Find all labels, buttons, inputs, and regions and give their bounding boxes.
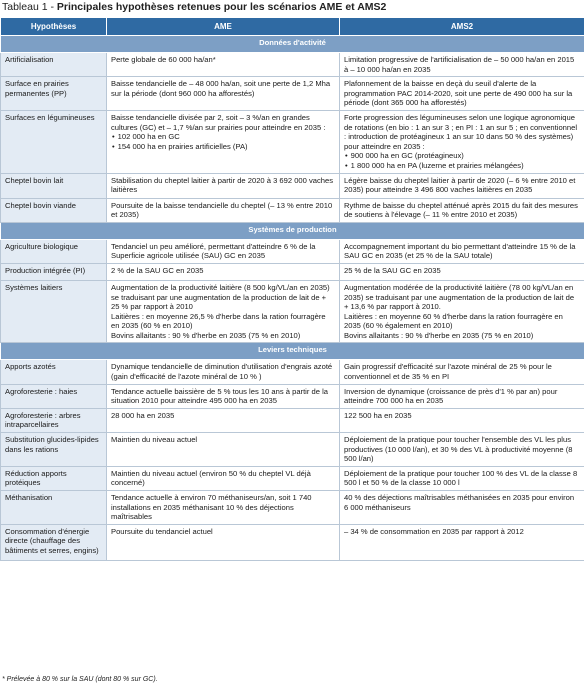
header-hypotheses: Hypothèses	[1, 18, 107, 36]
ams2-text: Limitation progressive de l'artificialisation de – 50 000 ha/an en 2015 à – 10 000 ha/an en 2035	[344, 55, 575, 74]
ams2-cell	[340, 491, 584, 525]
ams2-cell	[340, 263, 584, 280]
ame-cell	[107, 53, 340, 77]
ams2-cell	[340, 433, 584, 467]
ams2-cell	[340, 77, 584, 111]
ams2-text: Bovins allaitants : 90 % d'herbe en 2035 (75 % en 2010)	[344, 330, 534, 340]
ame-cell	[107, 433, 340, 467]
ams2-cell	[340, 110, 584, 173]
ams2-cell	[340, 239, 584, 263]
table-row	[1, 408, 584, 432]
ams2-text: 25 % de la SAU GC en 2035	[344, 265, 441, 275]
ame-cell	[107, 198, 340, 222]
table-row	[1, 53, 584, 77]
hypothesis-cell: Surfaces en légumineuses	[1, 110, 107, 173]
ame-text: Stabilisation du cheptel laitier à partir de 2020 à 3 692 000 vaches laitières	[111, 175, 334, 195]
hypothesis-cell: Substitution glucides-lipides dans les rations	[1, 433, 107, 467]
ame-text: Baisse tendancielle divisée par 2, soit – 3 %/an en grandes cultures (GC) et – 1,7 %/an sur prairies pour atteindre en 2035 :	[111, 112, 326, 132]
ams2-text: Rythme de baisse du cheptel atténué après 2015 du fait des mesures de soutiens à l'élevage (– 11 % entre 2010 et 2035)	[344, 200, 578, 220]
table-row	[1, 433, 584, 467]
hypothesis-cell: Production intégrée (PI)	[1, 263, 107, 280]
ams2-text: Légère baisse du cheptel laitier à partir de 2020 (– 6 % entre 2010 et 2035) pour atteindre 3 496 800 vaches laitières en 2035	[344, 175, 576, 195]
ame-text: Dynamique tendancielle de diminution d'utilisation d'engrais azoté (gain d'efficacité de l'azote minéral de 10 % )	[111, 362, 333, 382]
section-row	[1, 343, 584, 360]
table-row	[1, 110, 584, 173]
hypothesis-cell: Artificialisation	[1, 53, 107, 77]
ame-cell	[107, 110, 340, 173]
ame-text: Tendance actuelle à environ 70 méthaniseurs/an, soit 1 740 installations en 2035 méthanisant 10 % des déjections maîtrisables	[111, 493, 312, 522]
hypothesis-cell: Cheptel bovin viande	[1, 198, 107, 222]
ams2-text: Forte progression des légumineuses selon une logique agronomique de rotations (en bio : 1 an sur 3 ; en PI : 1 an sur 5 ; en conventionnel : introduction de protéagineux 1 an sur 10 dans 50 % des systèmes) pour atteindre en 2035 :	[344, 112, 578, 151]
ame-cell	[107, 173, 340, 198]
section-row	[1, 36, 584, 53]
ame-cell	[107, 263, 340, 280]
hypotheses-table	[0, 17, 584, 561]
ame-text: 2 % de la SAU GC en 2035	[111, 265, 204, 275]
hypothesis-cell: Réduction apports protéiques	[1, 466, 107, 490]
ame-cell	[107, 408, 340, 432]
list-item: • 1 800 000 ha en PA (luzerne et prairies mélangées)	[352, 161, 580, 171]
list-item: • 900 000 ha en GC (protéagineux)	[352, 151, 580, 161]
section-title: Données d'activité	[1, 36, 584, 53]
list-item: • 102 000 ha en GC	[119, 132, 335, 142]
ams2-text: 122 500 ha en 2035	[344, 410, 412, 420]
ame-text: Bovins allaitants : 90 % d'herbe en 2035 (75 % en 2010)	[111, 330, 301, 340]
table-row	[1, 77, 584, 111]
ams2-text: – 34 % de consommation en 2035 par rapport à 2012	[344, 526, 524, 536]
table-row	[1, 491, 584, 525]
ame-cell	[107, 524, 340, 560]
hypothesis-cell: Apports azotés	[1, 360, 107, 384]
section-title: Leviers techniques	[1, 343, 584, 360]
table-row	[1, 263, 584, 280]
ams2-cell	[340, 280, 584, 343]
ams2-text: Inversion de dynamique (croissance de près d'1 % par an) pour atteindre 700 000 ha en 2035	[344, 386, 558, 406]
ame-text: Maintien du niveau actuel	[111, 435, 198, 445]
ame-text: Maintien du niveau actuel (environ 50 % du cheptel VL déjà concerné)	[111, 468, 311, 488]
ame-cell	[107, 77, 340, 111]
table-row	[1, 466, 584, 490]
hypothesis-cell: Consommation d'énergie directe (chauffage des bâtiments et serres, engins)	[1, 524, 107, 560]
ame-cell	[107, 384, 340, 408]
table-row	[1, 239, 584, 263]
ams2-text: Plafonnement de la baisse en deçà du seuil d'alerte de la programmation PAC 2014-2020, soit une perte de 490 000 ha sur la période (dont 365 000 ha afforestés)	[344, 79, 573, 108]
header-ame: AME	[107, 18, 340, 36]
ame-text: Tendance actuelle baissière de 5 % tous les 10 ans à partir de la situation 2010 pour atteindre 495 000 ha en 2035	[111, 386, 328, 406]
ams2-list	[344, 151, 580, 170]
hypothesis-cell: Cheptel bovin lait	[1, 173, 107, 198]
ams2-cell	[340, 360, 584, 384]
ams2-cell	[340, 53, 584, 77]
table-title-main: Principales hypothèses retenues pour les scénarios AME et AMS2	[56, 1, 387, 13]
ame-text: 28 000 ha en 2035	[111, 410, 175, 420]
ams2-text: Déploiement de la pratique pour toucher l'ensemble des VL les plus productives (10 000 l/an), et 30 % des VL à productivité moyenne (8 500 l/an)	[344, 435, 573, 464]
hypothesis-cell: Méthanisation	[1, 491, 107, 525]
ams2-cell	[340, 408, 584, 432]
ams2-text: 40 % des déjections maîtrisables méthanisées en 2035 pour environ 6 000 méthaniseurs	[344, 493, 575, 512]
table-row	[1, 280, 584, 343]
section-title: Systèmes de production	[1, 222, 584, 239]
ame-cell	[107, 360, 340, 384]
list-item: • 154 000 ha en prairies artificielles (PA)	[119, 142, 335, 152]
ame-text: Augmentation de la productivité laitière (8 500 kg/VL/an en 2035) se traduisant par une augmentation de la production de lait de + 25 % par rapport à 2010	[111, 282, 330, 312]
ams2-cell	[340, 384, 584, 408]
table-title	[2, 1, 386, 13]
hypothesis-cell: Surface en prairies permanentes (PP)	[1, 77, 107, 111]
hypothesis-cell: Agroforesterie : arbres intraparcellaires	[1, 408, 107, 432]
ame-text: Laitières : en moyenne 26,5 % d'herbe dans la ration fourragère en 2035 (60 % en 2010)	[111, 311, 326, 331]
ams2-text: Accompagnement important du bio permettant d'atteindre 15 % de la SAU GC en 2035 (et 25 % de la SAU totale)	[344, 241, 576, 261]
ame-cell	[107, 466, 340, 490]
ame-text: Perte globale de 60 000 ha/an*	[111, 55, 216, 64]
ams2-cell	[340, 198, 584, 222]
hypothesis-cell: Systèmes laitiers	[1, 280, 107, 343]
ame-text: Tendanciel un peu amélioré, permettant d'atteindre 6 % de la Superficie agricole utilisée (SAU) GC en 2035	[111, 241, 316, 261]
ams2-text: Laitières : en moyenne 60 % d'herbe dans la ration fourragère en 2035 (60 % également en 2010)	[344, 311, 563, 331]
ams2-text: Déploiement de la pratique pour toucher 100 % des VL de la classe 8 500 l et 50 % de la classe 10 000 l	[344, 468, 578, 488]
ame-text: Poursuite du tendanciel actuel	[111, 526, 213, 536]
header-ams2: AMS2	[340, 18, 584, 36]
ams2-text: Augmentation modérée de la productivité laitière (78 00 kg/VL/an en 2035) se traduisant par une augmentation de la production de lait de + 13,6 % par rapport à 2010.	[344, 282, 575, 312]
ame-cell	[107, 280, 340, 343]
ams2-cell	[340, 173, 584, 198]
ame-list	[111, 132, 335, 151]
ame-text: Poursuite de la baisse tendancielle du cheptel (– 13 % entre 2010 et 2035)	[111, 200, 333, 220]
ams2-text: Gain progressif d'efficacité sur l'azote minéral de 25 % pour le conventionnel et de 35 % en PI	[344, 362, 552, 382]
ams2-cell	[340, 524, 584, 560]
table-row	[1, 360, 584, 384]
table-row	[1, 524, 584, 560]
ame-text: Baisse tendancielle de – 48 000 ha/an, soit une perte de 1,2 Mha sur la période (dont 960 000 ha afforestés)	[111, 79, 331, 98]
table-row	[1, 384, 584, 408]
ams2-cell	[340, 466, 584, 490]
hypothesis-cell: Agroforesterie : haies	[1, 384, 107, 408]
hypothesis-cell: Agriculture biologique	[1, 239, 107, 263]
table-row	[1, 198, 584, 222]
ame-cell	[107, 491, 340, 525]
table-row	[1, 173, 584, 198]
footnote: * Prélevée à 80 % sur la SAU (dont 80 % sur GC).	[2, 676, 158, 683]
ame-cell	[107, 239, 340, 263]
section-row	[1, 222, 584, 239]
table-title-prefix: Tableau 1 -	[2, 1, 57, 13]
header-row	[1, 18, 584, 36]
